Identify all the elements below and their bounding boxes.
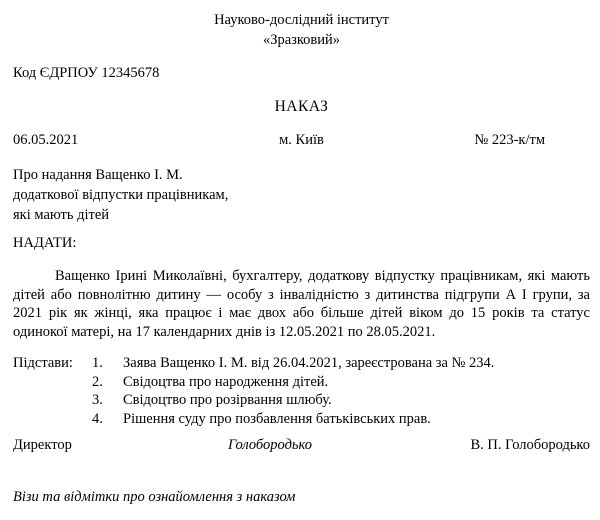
order-date: 06.05.2021 (13, 132, 79, 148)
edrpou-code: Код ЄДРПОУ 12345678 (13, 65, 160, 81)
grounds-item-text: Заява Ващенко І. М. від 26.04.2021, зареєстрована за № 234. (123, 355, 495, 371)
directive-heading: НАДАТИ: (13, 235, 77, 251)
subject-block (13, 165, 590, 225)
subject-line: які мають дітей (13, 207, 110, 223)
org-name-line2: «Зразковий» (262, 32, 341, 48)
grounds-item (92, 410, 590, 429)
grounds-section (13, 354, 590, 428)
grounds-item (92, 354, 590, 373)
director-full-name: В. П. Голобородько (470, 437, 590, 453)
director-position: Директор (13, 437, 72, 453)
meta-row (13, 130, 590, 150)
subject-line: Про надання Ващенко І. М. (13, 167, 183, 183)
order-body: Ващенко Ірині Миколаївні, бухгалтеру, додаткову відпустку працівникам, які мають дітей або повнолітню дитину — особу з інвалідністю з дитинства підгрупи А І групи, за 2021 рік як жінці, яка працює і має двох або більше дітей віком до 15 років та статус одинокої матері, на 17 календарних днів із 12.05.2021 по 28.05.2021. (13, 268, 590, 340)
grounds-item (92, 373, 590, 392)
grounds-item (92, 391, 590, 410)
order-city: м. Київ (279, 132, 324, 148)
org-name-block (13, 10, 590, 50)
grounds-item-number: 4. (92, 410, 103, 427)
grounds-item-number: 1. (92, 355, 103, 371)
visas-note: Візи та відмітки про ознайомлення з наказом (13, 489, 296, 505)
signature-row (13, 435, 590, 455)
grounds-item-text: Свідоцтва про народження дітей. (123, 373, 329, 390)
org-name-line1: Науково-дослідний інститут (214, 12, 389, 28)
grounds-list (92, 354, 590, 428)
grounds-item-number: 2. (92, 373, 103, 390)
grounds-item-text: Рішення суду про позбавлення батьківських прав. (123, 410, 431, 427)
grounds-item-number: 3. (92, 392, 103, 408)
signature-name: Голобородько (227, 437, 313, 453)
document-title: НАКАЗ (274, 98, 329, 115)
subject-line: додаткової відпустки працівникам, (13, 187, 229, 203)
order-number: № 223-к/тм (474, 132, 545, 148)
grounds-item-text: Свідоцтво про розірвання шлюбу. (123, 392, 332, 408)
grounds-label: Підстави: (13, 355, 73, 371)
